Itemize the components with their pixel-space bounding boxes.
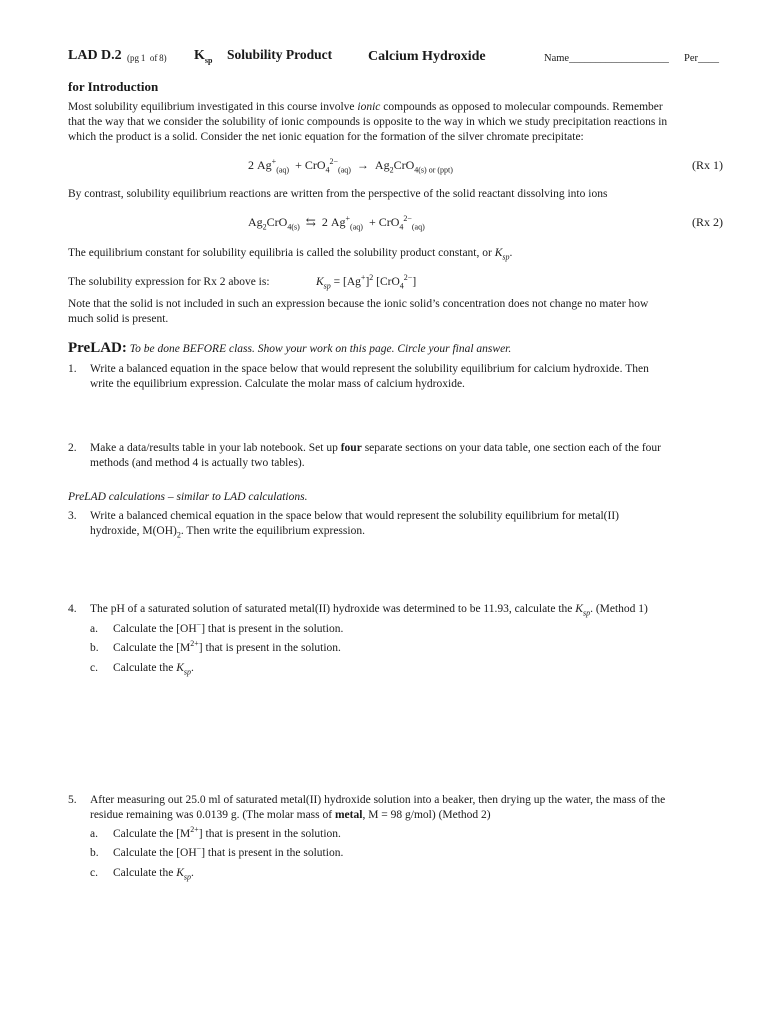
ksp-definition: The equilibrium constant for solubility equilibria is called the solubility product constant, or $K_{sp}$. xyxy=(68,247,513,262)
solubility-expression-label: The solubility expression for Rx 2 above is: xyxy=(68,276,270,288)
reaction-2-equation: $Ag_2CrO_{4(s)}$ ⇆ 2 $Ag^+_{(aq)} + CrO_4^{2-}_{(aq)}$ xyxy=(248,214,425,232)
question-3-text: Write a balanced chemical equation in the space below that would represent the solubility equilibrium for metal(II) hydroxide, $M(OH)_2$. Then write the equilibrium expression. xyxy=(90,510,619,540)
question-4b-label: b. xyxy=(90,642,99,654)
reaction-1-label: (Rx 1) xyxy=(692,158,723,172)
ksp-symbol: $K_{sp}$ xyxy=(194,48,213,65)
question-5b-label: b. xyxy=(90,847,99,859)
question-5a-text: Calculate the $[M^{2+}]$ that is present in the solution. xyxy=(113,825,341,840)
prelad-calculations-heading: PreLAD calculations – similar to LAD calculations. xyxy=(68,491,308,503)
question-2-text: Make a data/results table in your lab notebook. Set up four separate sections on your data table, one section each of the four methods (and method 4 is actually two tables). xyxy=(90,442,662,469)
question-4a-label: a. xyxy=(90,623,98,635)
question-5a-label: a. xyxy=(90,828,98,840)
intro-heading: for Introduction xyxy=(68,79,159,94)
question-5-text: After measuring out 25.0 ml of saturated metal(II) hydroxide solution into a beaker, then drying up the water, the mass of the residue remaining was 0.0139 g. (The molar mass of metal, M = 98 g/mol) (Method 2) xyxy=(90,794,666,821)
question-3-number: 3. xyxy=(68,510,77,522)
question-4b-text: Calculate the $[M^{2+}]$ that is present in the solution. xyxy=(113,639,341,654)
question-5c-text: Calculate the $K_{sp}$. xyxy=(113,867,194,882)
question-4-number: 4. xyxy=(68,603,77,615)
note-paragraph: Note that the solid is not included in such an expression because the ionic solid’s concentration does not change no mater how much solid is present. xyxy=(68,298,649,325)
reaction-2-label: (Rx 2) xyxy=(692,215,723,229)
compound-title: Calcium Hydroxide xyxy=(368,49,486,64)
question-2-number: 2. xyxy=(68,442,77,454)
prelad-heading: PreLAD: To be done BEFORE class. Show your work on this page. Circle your final answer. xyxy=(68,340,512,356)
solubility-expression: $K_{sp} = [Ag^+]^2$ [CrO$_4^{2-}$] xyxy=(316,273,417,291)
contrast-paragraph: By contrast, solubility equilibrium reactions are written from the perspective of the solid reactant dissolving into ions xyxy=(68,188,608,200)
page-header xyxy=(68,48,728,68)
page-indicator: (pg 1 of 8) xyxy=(127,53,167,63)
question-1-number: 1. xyxy=(68,363,77,375)
question-1-text: Write a balanced equation in the space below that would represent the solubility equilibrium for calcium hydroxide. Then write the equilibrium expression. Calculate the molar mass of calcium hydroxide. xyxy=(90,363,649,390)
period-field: Per____ xyxy=(684,53,719,64)
question-5-number: 5. xyxy=(68,794,77,806)
name-field: Name___________________ xyxy=(544,53,669,64)
question-5c-label: c. xyxy=(90,867,98,879)
question-4c-label: c. xyxy=(90,662,98,674)
question-4c-text: Calculate the $K_{sp}$. xyxy=(113,662,194,677)
lad-number: LAD D.2 xyxy=(68,48,122,63)
question-5b-text: Calculate the [OH−] that is present in the solution. xyxy=(113,844,344,859)
intro-paragraph: Most solubility equilibrium investigated in this course involve ionic compounds as opposed to molecular compounds. Remember that the way that we consider the solubility of ionic compounds is opposite to the way in which we study precipitation reactions in which the product is a solid. Consider the net ionic equation for the formation of the silver chromate precipitate: xyxy=(68,101,668,143)
question-4-text: The pH of a saturated solution of saturated metal(II) hydroxide was determined to be 11.93, calculate the $K_{sp}$. (Method 1) xyxy=(90,603,648,618)
reaction-1-equation: 2 $Ag^+_{(aq)} + CrO_4^{2-}_{(aq)} \to Ag_2CrO_{4(s) or (ppt)}$ xyxy=(248,157,453,175)
question-4a-text: Calculate the [OH−] that is present in the solution. xyxy=(113,620,344,635)
topic-title: Solubility Product xyxy=(227,47,333,62)
